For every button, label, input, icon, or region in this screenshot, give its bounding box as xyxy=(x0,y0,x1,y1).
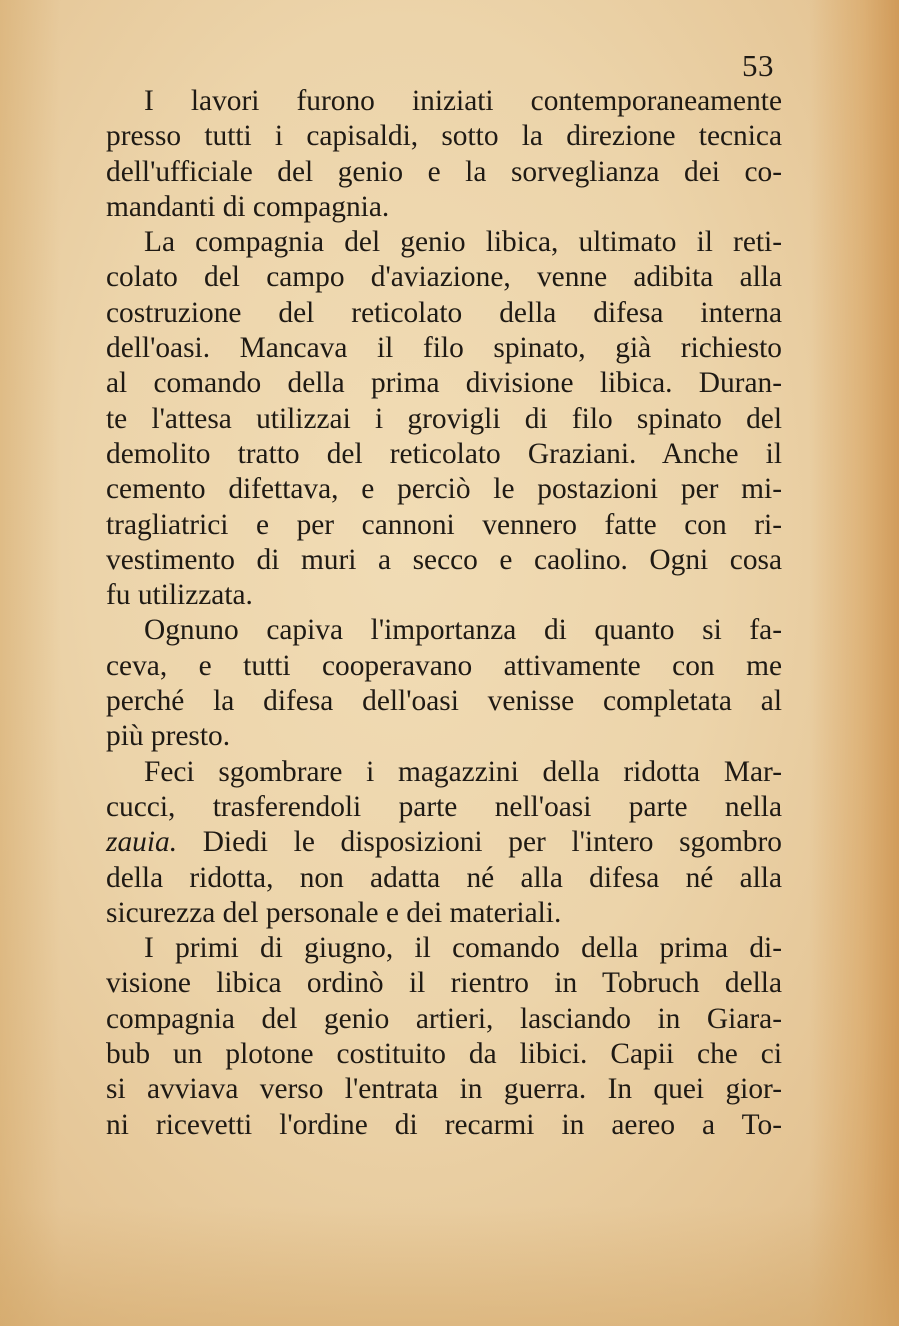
text-line: ceva, e tutti cooperavano attivamente con me xyxy=(106,649,782,682)
page-shading-bottom xyxy=(0,1206,899,1326)
text-line: cucci, trasferendoli parte nell'oasi parte nella xyxy=(106,790,782,823)
text-line: compagnia del genio artieri, lasciando in Giara- xyxy=(106,1002,782,1035)
text-line: della ridotta, non adatta né alla difesa né alla xyxy=(106,861,782,894)
page-shading-right xyxy=(809,0,899,1326)
text-line: colato del campo d'aviazione, venne adibita alla xyxy=(106,261,782,294)
italic-word: zauia. xyxy=(106,826,178,859)
text-line: vestimento di muri a secco e caolino. Ogni cosa xyxy=(106,543,782,576)
text-line: mandanti di compagnia. xyxy=(106,190,390,223)
text-line: più presto. xyxy=(106,720,231,753)
text-line: perché la difesa dell'oasi venisse completata al xyxy=(106,685,782,718)
text-line: cemento difettava, e perciò le postazioni per mi- xyxy=(106,473,782,506)
text-line: zauia. Diedi le disposizioni per l'intero sgombro xyxy=(106,826,782,859)
text-line: Feci sgombrare i magazzini della ridotta Mar- xyxy=(144,755,782,788)
text-line: dell'oasi. Mancava il filo spinato, già richiesto xyxy=(106,332,782,365)
text-line: I primi di giugno, il comando della prima di- xyxy=(144,932,782,965)
text-line: si avviava verso l'entrata in guerra. In quei gior- xyxy=(106,1073,782,1106)
text-line: ni ricevetti l'ordine di recarmi in aereo a To- xyxy=(106,1108,782,1141)
text-line: costruzione del reticolato della difesa interna xyxy=(106,296,782,329)
text-line: tragliatrici e per cannoni vennero fatte con ri- xyxy=(106,508,782,541)
page-number: 53 xyxy=(742,48,774,83)
text-line: fu utilizzata. xyxy=(106,579,253,612)
text-line: te l'attesa utilizzai i grovigli di filo spinato del xyxy=(106,402,782,435)
text-line: dell'ufficiale del genio e la sorveglianza dei co- xyxy=(106,155,782,188)
text-line: La compagnia del genio libica, ultimato il reti- xyxy=(144,226,782,259)
text-line: I lavori furono iniziati contemporaneamente xyxy=(144,85,782,117)
text-line: al comando della prima divisione libica. Duran- xyxy=(106,367,782,400)
text-line: bub un plotone costituito da libici. Capii che ci xyxy=(106,1038,782,1071)
text-line: demolito tratto del reticolato Graziani. Anche il xyxy=(106,437,782,470)
text-line: Ognuno capiva l'importanza di quanto si fa- xyxy=(144,614,782,647)
text-line: visione libica ordinò il rientro in Tobruch della xyxy=(106,967,782,1000)
page-shading-left xyxy=(0,0,60,1326)
body-text xyxy=(106,84,782,1143)
text-line: sicurezza del personale e dei materiali. xyxy=(106,896,562,929)
text-line: presso tutti i capisaldi, sotto la direzione tecnica xyxy=(106,120,782,153)
